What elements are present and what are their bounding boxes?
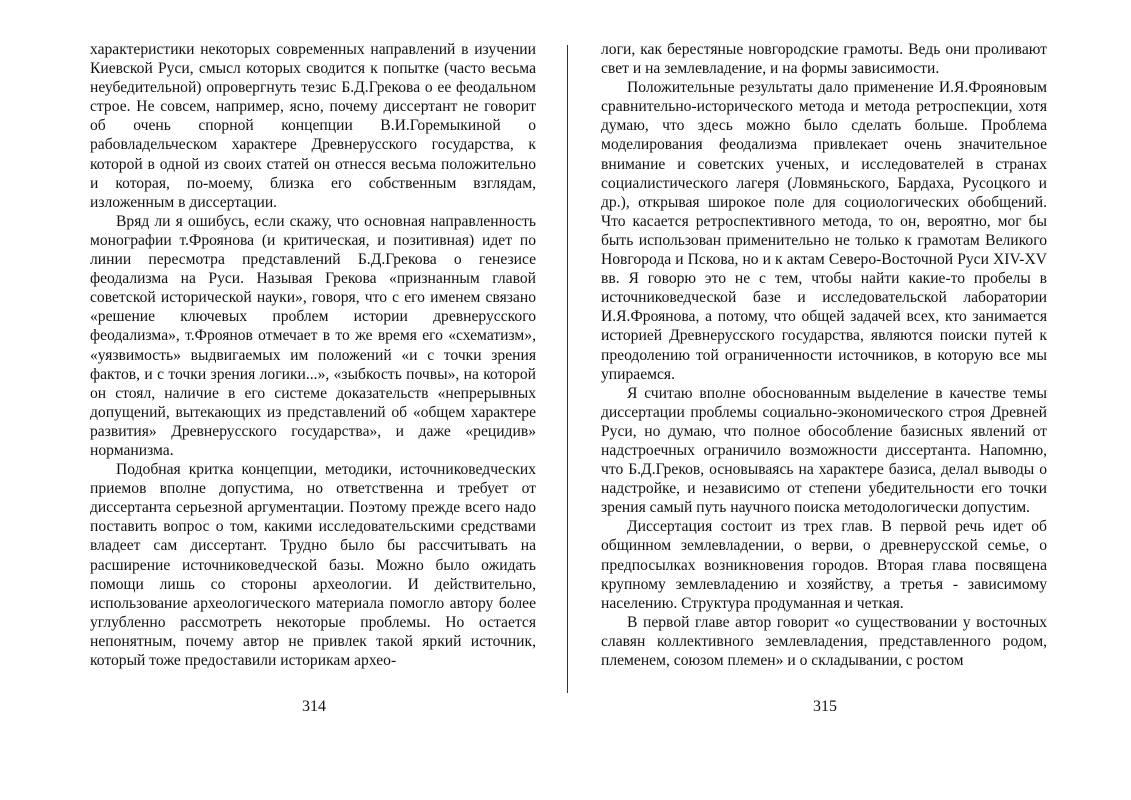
paragraph: Подобная критка концепции, методики, источниковедческих приемов вполне допустима, но ответственна и требует от диссертанта серьезной аргументации. Поэтому прежде всего надо поставить вопрос о том, какими исследовательскими средствами владеет сам диссертант. Трудно было бы рассчитывать на расширение источниковедческой базы. Можно было ожидать помощи лишь со стороны археологии. И действительно, использование археологического материала помогло автору более углубленно рассмотреть некоторые проблемы. Но остается непонятным, почему автор не привлек такой яркий источник, который тоже предоставили историкам архео- <box>90 461 536 669</box>
paragraph: Диссертация состоит из трех глав. В первой речь идет об общинном землевладении, о верви, о древнерусской семье, о предпосылках возникновения городов. Вторая глава посвящена крупному землевладению и хозяйству, а третья - зависимому населению. Структура продуманная и четкая. <box>601 518 1047 612</box>
right-page-text <box>601 40 1047 670</box>
page-number-left: 314 <box>302 698 326 715</box>
paragraph: характеристики некоторых современных направлений в изучении Киевской Руси, смысл которых сводится к попытке (часто весьма неубедительной) опровергнуть тезис Б.Д.Грекова о ее феодальном строе. Не совсем, например, ясно, почему диссертант не говорит об очень спорной концепции В.И.Горемыкиной о рабовладельческом характере Древнерусского государства, к которой в одной из своих статей он отнесся весьма положительно и которая, по-моему, близка его собственным взглядам, изложенным в диссертации. <box>90 41 536 211</box>
page-number-right: 315 <box>813 698 837 715</box>
paragraph: В первой главе автор говорит «о существовании у восточных славян коллективного землевладения, представленного родом, племенем, союзом племен» и о складывании, с ростом <box>601 613 1047 669</box>
paragraph: логи, как берестяные новгородские грамоты. Ведь они проливают свет и на землевладение, и на формы зависимости. <box>601 41 1047 78</box>
left-page-text <box>90 40 536 670</box>
paragraph: Положительные результаты дало применение И.Я.Фрояновым сравнительно-исторического метода и метода ретроспекции, хотя думаю, что здесь можно было сделать больше. Проблема моделирования феодализма привлекает очень значительное внимание и советских ученых, и исследователей в странах социалистического лагеря (Ловмяньского, Бардаха, Русоцкого и др.), открывая широкое поле для социологических обобщений. Что касается ретроспективного метода, то он, вероятно, мог бы быть использован применительно не только к грамотам Великого Новгорода и Пскова, но и к актам Северо-Восточной Руси XIV-XV вв. Я говорю это не с тем, чтобы найти какие-то пробелы в источниковедческой базе и исследовательской лаборатории И.Я.Фроянова, а потому, что общей задачей всех, кто занимается историей Древнерусского государства, являются поиски путей к преодолению той ограниченности источников, в которую все мы упираемся. <box>601 79 1047 383</box>
paragraph: Вряд ли я ошибусь, если скажу, что основная направленность монографии т.Фроянова (и критическая, и позитивная) идет по линии пересмотра представлений Б.Д.Грекова о генезисе феодализма на Руси. Называя Грекова «признанным главой советской исторической науки», говоря, что с его именем связано «решение ключевых проблем истории древнерусского феодализма», т.Фроянов отмечает в то же время его «схематизм», «уязвимость» выдвигаемых им положений «и с точки зрения фактов, и с точки зрения логики...», «зыбкость почвы», на которой он стоял, наличие в его системе доказательств «непрерывных допущений, вытекающих из представлений об «общем характере развития» Древнерусского государства», и даже «рецидив» норманизма. <box>90 212 536 459</box>
page-gutter-divider <box>567 45 568 693</box>
paragraph: Я считаю вполне обоснованным выделение в качестве темы диссертации проблемы социально-экономического строя Древней Руси, но думаю, что полное обособление базисных явлений от надстроечных ограничило возможности диссертанта. Напомню, что Б.Д.Греков, основываясь на характере базиса, делал выводы о надстройке, и независимо от степени убедительности его точки зрения самый путь научного поиска методологически допустим. <box>601 384 1047 517</box>
